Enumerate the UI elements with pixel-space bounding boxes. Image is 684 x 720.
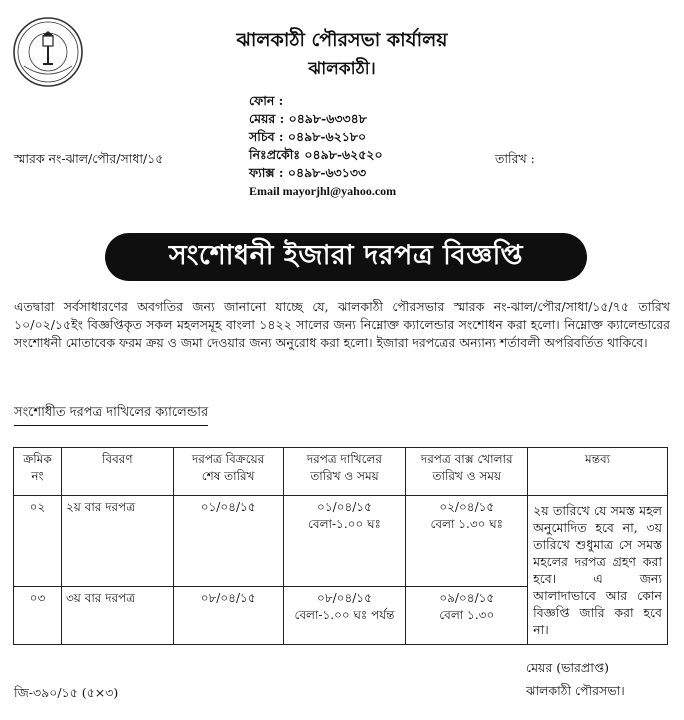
header-opening: দরপত্র বাক্স খোলার তারিখ ও সময় (406, 448, 528, 496)
row-sale-last-date: ০৮/০৪/১৫ (173, 587, 283, 645)
phone-label: ফোন : (249, 93, 284, 108)
submission-time: বেলা-১.০০ ঘঃ (308, 517, 381, 531)
row-description: ৩য় বার দরপত্র (61, 587, 173, 645)
memo-date-label: তারিখ : (495, 151, 535, 166)
table-header-row (14, 448, 668, 496)
opening-date: ০৯/০৪/১৫ (439, 591, 495, 606)
opening-time: বেলা ১.৩০ (439, 608, 495, 623)
engineer-phone: নিঃপ্রকৌঃ ০৪৯৮-৬২৫২০ (249, 147, 383, 162)
fax-number: ফ্যাক্স : ০৪৯৮-৬৩১৩৩ (249, 165, 367, 180)
row-serial: ০২ (14, 496, 62, 587)
table-row (14, 496, 668, 587)
opening-date: ০২/০৪/১৫ (439, 500, 495, 514)
row-submission (283, 587, 406, 645)
header-description: বিবরণ (61, 448, 173, 496)
submission-date: ০১/০৪/১৫ (317, 500, 372, 514)
contact-block (249, 92, 396, 200)
row-sale-last-date: ০১/০৪/১৫ (173, 496, 283, 587)
row-submission (283, 496, 406, 587)
office-title: ঝালকাঠী পৌরসভা কার্যালয় (236, 29, 448, 51)
signatory-title: মেয়র (ভারপ্রাপ্ত) (526, 660, 610, 675)
mayor-phone: মেয়র : ০৪৯৮-৬৩৩৪৮ (249, 111, 367, 126)
notice-body: এতদ্বারা সর্বসাধারণের অবগতির জন্য জানানো যাচ্ছে যে, ঝালকাঠী পৌরসভার স্মারক নং-ঝাল/পৌর/সাধা/১৫/৭৫ তারিখ ১০/০২/১৫ইং বিজ্ঞপ্তিকৃত সকল মহলসমূহ বাংলা ১৪২২ সালের জন্য নিম্নোক্ত ক্যালেন্ডার সংশোধন করা হলো। নিম্নোক্ত ক্যালেন্ডারের সংশোধনী মোতাবেক ফরম ক্রয় ও জমা দেওয়ার জন্য অনুরোধ করা হলো। ইজারা দরপত্রের অন্যান্য শর্তাবলী অপরিবর্তিত থাকিবে। (14, 299, 670, 350)
header-remarks: মন্তব্য (528, 448, 668, 496)
row-serial: ০৩ (14, 587, 62, 645)
tender-calendar-table (13, 447, 668, 645)
submission-time: বেলা-১.০০ ঘঃ পর্যন্ত (294, 608, 395, 623)
secretary-phone: সচিব : ০৪৯৮-৬২১৮০ (249, 129, 367, 144)
memo-reference: স্মারক নং-ঝাল/পৌর/সাধা/১৫ (14, 151, 164, 166)
row-opening (406, 496, 528, 587)
advertisement-reference: জি-৩৯০/১৫ (৫×৩) (14, 685, 119, 700)
opening-time: বেলা ১.৩০ ঘঃ (430, 517, 504, 531)
header-submission: দরপত্র দাখিলের তারিখ ও সময় (283, 448, 406, 496)
row-description: ২য় বার দরপত্র (61, 496, 173, 587)
header-serial: ক্রমিক নং (14, 448, 62, 496)
notice-banner: সংশোধনী ইজারা দরপত্র বিজ্ঞপ্তি (105, 233, 587, 281)
office-city: ঝালকাঠী। (308, 59, 376, 79)
remarks-cell: ২য় তারিখে যে সমস্ত মহল অনুমোদিত হবে না, ৩য় তারিখে শুধুমাত্র সে সমস্ত মহলের দরপত্র গ্রহণ করা হবে। এ জন্য আলাদাভাবে আর কোন বিজ্ঞপ্তি জারি করা হবে না। (528, 496, 668, 645)
email-address: Email mayorjhl@yahoo.com (249, 184, 397, 198)
submission-date: ০৮/০৪/১৫ (317, 591, 372, 606)
row-opening (406, 587, 528, 645)
header-sale-last-date: দরপত্র বিক্রয়ের শেষ তারিখ (173, 448, 283, 496)
signatory-organization: ঝালকাঠী পৌরসভা। (526, 683, 625, 698)
calendar-section-title: সংশোধীত দরপত্র দাখিলের ক্যালেন্ডার (14, 403, 208, 426)
